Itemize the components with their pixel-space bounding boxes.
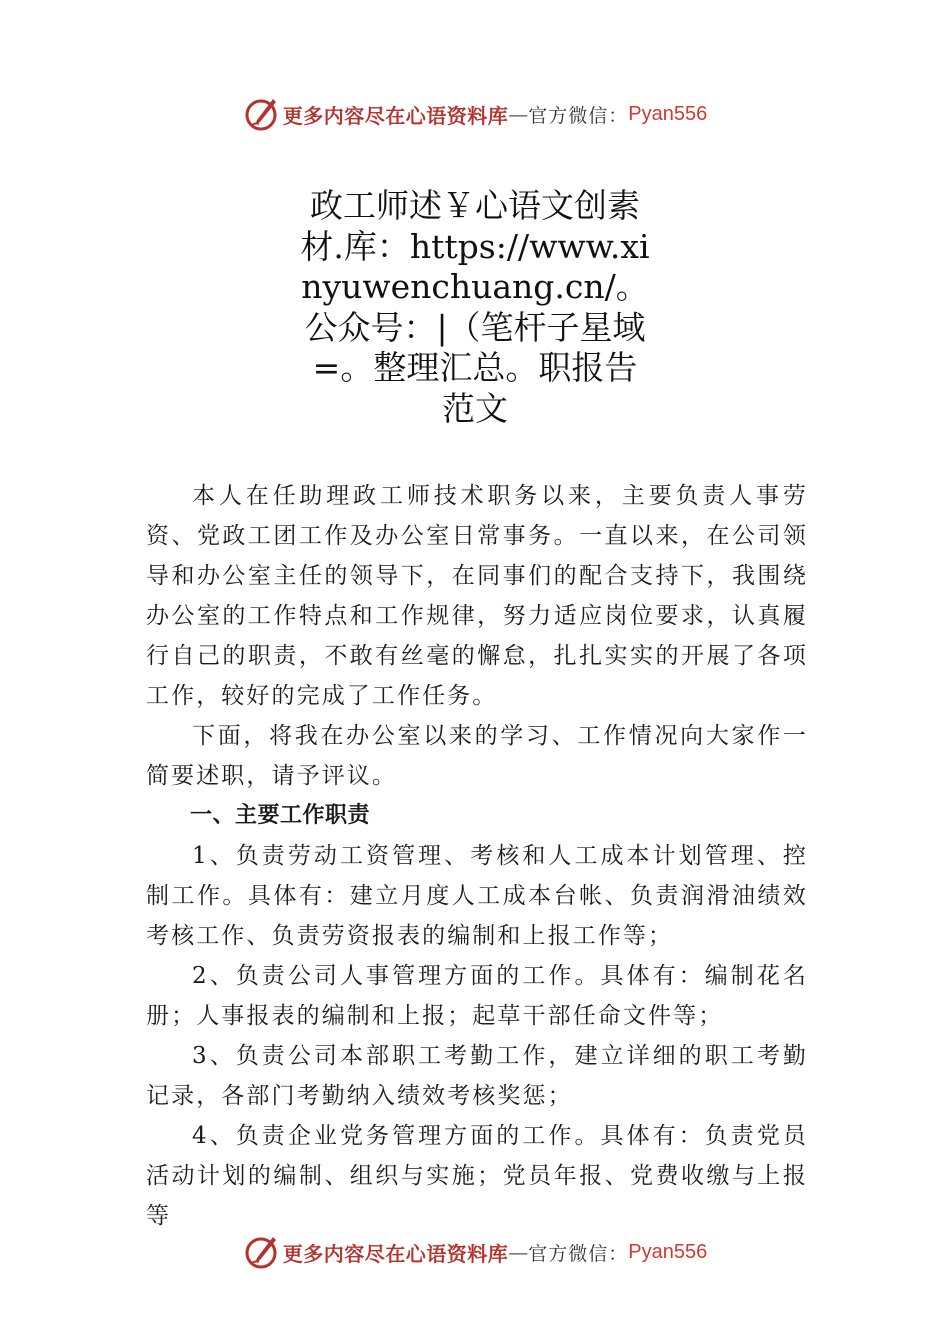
paragraph: 本人在任助理政工师技术职务以来，主要负责人事劳资、党政工团工作及办公室日常事务。一直以来，在公司领导和办公室主任的领导下，在同事们的配合支持下，我围绕办公室的工作特点和工作规律，努力适应岗位要求，认真履行自己的职责，不敢有丝毫的懈怠，扎扎实实的开展了各项工作，较好的完成了工作任务。 [146, 483, 808, 709]
banner-wechat-label: 官方微信： [528, 1242, 629, 1265]
section-heading: 一、主要工作职责 [190, 803, 371, 828]
list-item: 2、负责公司人事管理方面的工作。具体有：编制花名册；人事报表的编制和上报；起草干部任命文件等； [146, 963, 808, 1029]
banner-wechat-id: Pyan556 [628, 102, 708, 125]
banner-wechat-label: 官方微信： [528, 104, 629, 127]
banner-wechat-id: Pyan556 [628, 1240, 708, 1263]
quill-pen-logo-icon [243, 1234, 279, 1270]
banner-main-text: 更多内容尽在心语资料库 [282, 1241, 509, 1266]
list-item: 1、负责劳动工资管理、考核和人工成本计划管理、控制工作。具体有：建立月度人工成本台帐、负责润滑油绩效考核工作、负责劳资报表的编制和上报工作等； [146, 843, 808, 949]
bottom-banner [0, 1232, 950, 1272]
document-title: 政工师述￥心语文创素材.库：https://www.xinyuwenchuang.cn/。公众号：|（笔杆子星域=。整理汇总。职报告范文 [300, 186, 650, 428]
list-item: 3、负责公司本部职工考勤工作，建立详细的职工考勤记录，各部门考勤纳入绩效考核奖惩； [146, 1043, 808, 1109]
banner-separator: — [508, 1240, 529, 1264]
document-body [146, 476, 808, 1236]
top-banner [0, 94, 950, 134]
paragraph: 下面，将我在办公室以来的学习、工作情况向大家作一简要述职，请予评议。 [146, 723, 808, 789]
quill-pen-logo-icon [243, 96, 279, 132]
list-item: 4、负责企业党务管理方面的工作。具体有：负责党员活动计划的编制、组织与实施；党员年报、党费收缴与上报等 [146, 1123, 808, 1229]
banner-separator: — [508, 102, 529, 126]
banner-main-text: 更多内容尽在心语资料库 [282, 103, 509, 128]
